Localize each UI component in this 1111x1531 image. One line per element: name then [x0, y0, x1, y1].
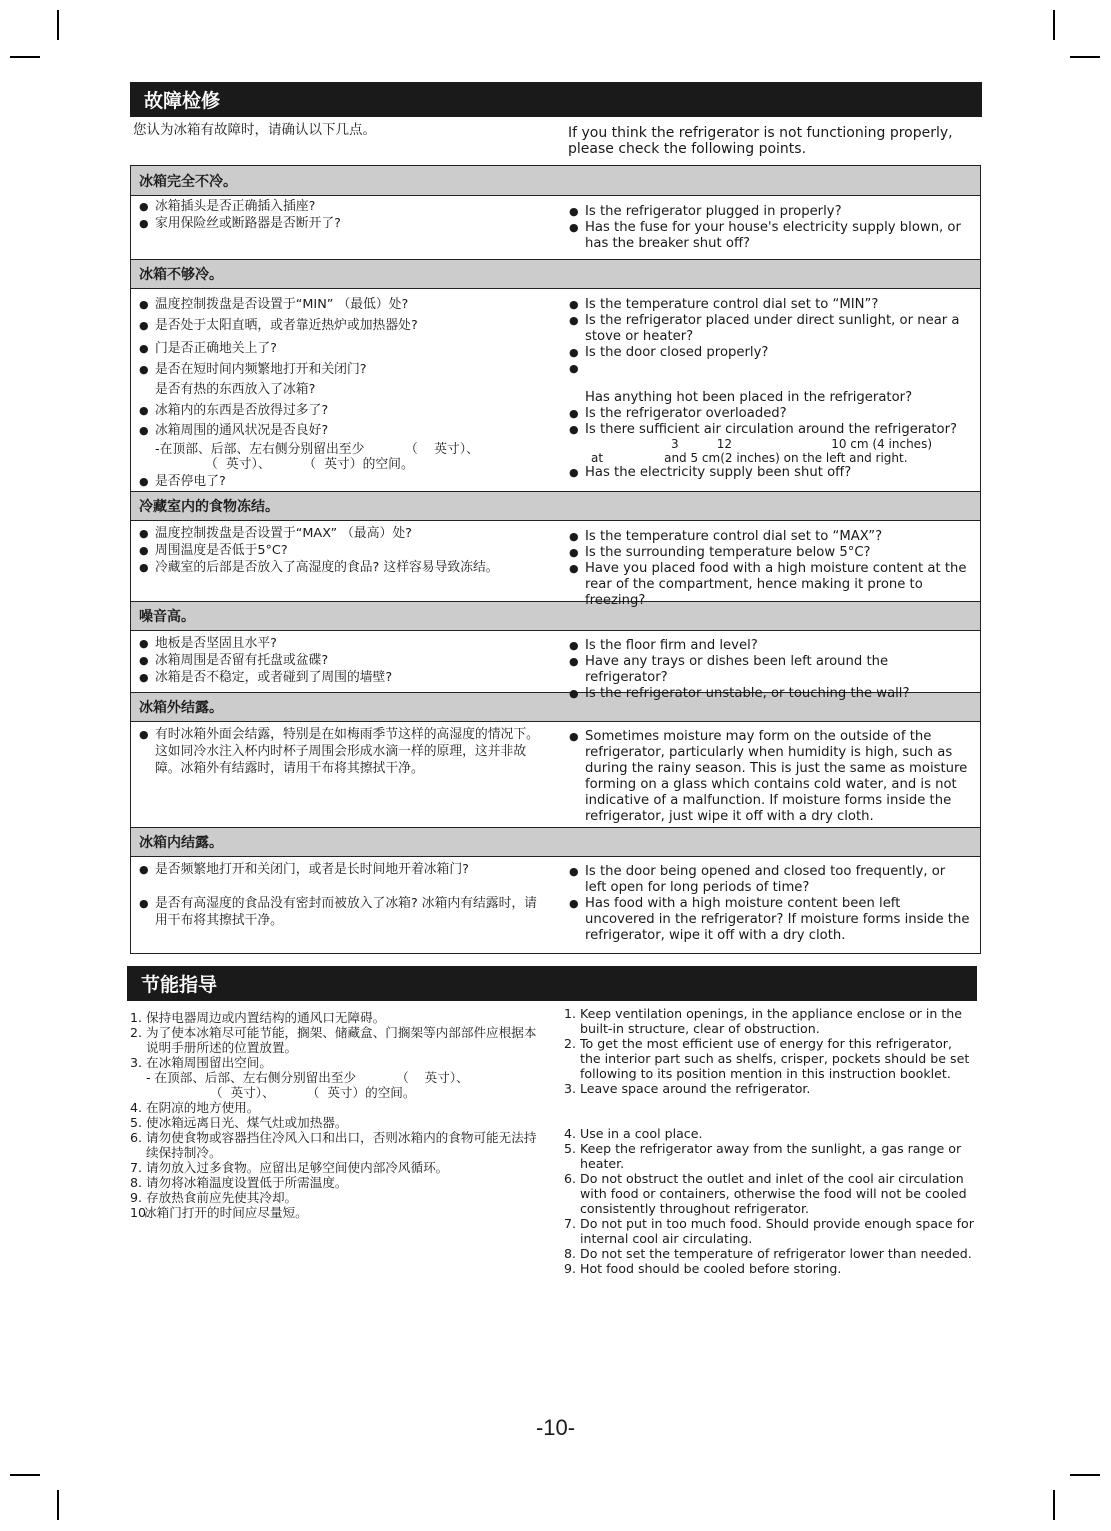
section-en: [563, 521, 980, 608]
item-text: Keep the refrigerator away from the sunlight, a gas range or heater.: [580, 1141, 962, 1171]
list-item: ● 温度控制拨盘是否设置于“MIN” （最低）处?: [139, 295, 557, 316]
item-number: 8.: [564, 1246, 577, 1261]
section-zh: [131, 289, 563, 491]
list-item: ● Has the fuse for your house's electricity supply blown, or has the breaker shut off?: [569, 220, 970, 252]
crop-mark: [10, 1474, 40, 1476]
section-zh: [131, 196, 563, 259]
list-item: ● Is there sufficient air circulation around the refrigerator?: [569, 422, 970, 438]
section-heading: 冰箱外结露。: [131, 692, 980, 722]
list-item: ● Is the temperature control dial set to “MAX”?: [569, 529, 970, 545]
list-item-text: -在顶部、后部、左右侧分别留出至少 （ 英寸）、: [155, 441, 479, 457]
energy-title: 节能指导: [127, 966, 977, 1001]
item-number: 1.: [564, 1006, 577, 1021]
section-body: [131, 196, 980, 259]
item-number: 6.: [130, 1130, 143, 1145]
list-item: [130, 1085, 540, 1100]
list-item: ● 冰箱是否不稳定，或者碰到了周围的墙壁?: [139, 669, 557, 686]
item-number: 7.: [564, 1216, 577, 1231]
list-item: [130, 1010, 540, 1025]
section-zh: [131, 631, 563, 692]
item-number: 8.: [130, 1175, 143, 1190]
list-item: ● 门是否正确地关上了?: [139, 339, 557, 360]
item-text: 保持电器周边或内置结构的通风口无障碍。: [146, 1010, 386, 1025]
section-zh: [131, 722, 563, 827]
list-item: [130, 1025, 540, 1055]
section-zh: [131, 857, 563, 953]
section-heading: 噪音高。: [131, 601, 980, 631]
list-item: ● 冰箱内的东西是否放得过多了?: [139, 401, 557, 422]
list-item: ● 冰箱插头是否正确插入插座?: [139, 198, 557, 215]
list-item: ● 是否处于太阳直晒，或者靠近热炉或加热器处?: [139, 316, 557, 337]
list-item: [564, 1246, 974, 1261]
crop-mark: [10, 56, 40, 58]
list-item: [130, 1130, 540, 1160]
item-number: 7.: [130, 1160, 143, 1175]
list-item: [564, 1081, 974, 1096]
item-text: Do not put in too much food. Should provide enough space for internal cool air circulating.: [580, 1216, 974, 1246]
section-body: [131, 521, 980, 608]
list-item: ● 周围温度是否低于5°C?: [139, 542, 557, 559]
section-en: [563, 631, 980, 701]
energy-zh-list: [130, 1010, 540, 1220]
item-text: 冰箱门打开的时间应尽量短。: [144, 1205, 308, 1220]
item-text: 请勿将冰箱温度设置低于所需温度。: [146, 1175, 348, 1190]
list-item: ● 家用保险丝或断路器是否断开了?: [139, 215, 557, 232]
list-item: ● 地板是否坚固且水平?: [139, 635, 557, 652]
list-item: ● Sometimes moisture may form on the outside of the refrigerator, particularly when humidity is high, such as during the rainy season. This is just the same as moisture forming on a glass which contains cold water, and is not indicative of a malfunction. If moisture forms inside the refrigerator, just wipe it off with a dry cloth.: [569, 729, 970, 825]
list-item-text: 是否有热的东西放入了冰箱?: [155, 382, 316, 397]
list-item: [564, 1171, 974, 1216]
item-number: 2.: [130, 1025, 143, 1040]
item-text: 请勿使食物或容器挡住冷风入口和出口，否则冰箱内的食物可能无法持续保持制冷。: [146, 1130, 537, 1160]
list-item: ● 冰箱周围是否留有托盘或盆碟?: [139, 652, 557, 669]
list-item: [130, 1100, 540, 1115]
list-item: [130, 1055, 540, 1070]
section-en: [563, 857, 980, 953]
item-number: 4.: [130, 1100, 143, 1115]
crop-mark: [57, 1490, 59, 1520]
list-item: [130, 1175, 540, 1190]
section-zh: [131, 521, 563, 601]
list-item: ● Is the surrounding temperature below 5°C?: [569, 545, 970, 561]
list-item: [130, 1115, 540, 1130]
section-heading: 冰箱内结露。: [131, 827, 980, 857]
item-text: Keep ventilation openings, in the appliance enclose or in the built-in structure, clear of obstruction.: [580, 1006, 962, 1036]
item-number: 1.: [130, 1010, 143, 1025]
item-text: 请勿放入过多食物。应留出足够空间使内部冷风循环。: [146, 1160, 449, 1175]
section-body: [131, 631, 980, 701]
list-item: [564, 1261, 974, 1276]
section-en: [563, 196, 980, 259]
item-number: [130, 1085, 146, 1100]
list-item: ● Is the temperature control dial set to “MIN”?: [569, 297, 970, 313]
section-heading: 冰箱不够冷。: [131, 259, 980, 289]
item-text: Hot food should be cooled before storing.: [580, 1261, 842, 1276]
crop-mark: [1070, 1474, 1100, 1476]
page-number: -10-: [535, 1415, 576, 1440]
list-item: [130, 1160, 540, 1175]
section-body: [131, 722, 980, 827]
list-item: ● Is the floor firm and level?: [569, 638, 970, 654]
section-en: [563, 722, 980, 827]
item-text: To get the most efficient use of energy for this refrigerator, the interior part such as shelfs, crisper, pockets should be set following to its position mention in this instruction booklet.: [580, 1036, 970, 1081]
list-item: [564, 1036, 974, 1081]
list-item: ● Is the refrigerator plugged in properly?: [569, 204, 970, 220]
clearance-text: at and 5 cm(2 inches) on the left and right.: [591, 451, 908, 465]
item-number: 5.: [130, 1115, 143, 1130]
item-text: Leave space around the refrigerator.: [580, 1081, 811, 1096]
item-number: 4.: [564, 1126, 577, 1141]
section-heading: 冷藏室内的食物冻结。: [131, 491, 980, 521]
list-item-empty: [569, 361, 970, 390]
item-text: 为了使本冰箱尽可能节能，搁架、储藏盒、门搁架等内部部件应根据本说明手册所述的位置放置。: [146, 1025, 537, 1055]
item-number: 5.: [564, 1141, 577, 1156]
item-text: 使冰箱远离日光、煤气灶或加热器。: [146, 1115, 348, 1130]
list-item: ● 冷藏室的后部是否放入了高湿度的食品? 这样容易导致冻结。: [139, 559, 557, 576]
crop-mark: [1053, 10, 1055, 40]
crop-mark: [57, 10, 59, 40]
section-body: [131, 289, 980, 491]
list-item: ● 有时冰箱外面会结露，特别是在如梅雨季节这样的高湿度的情况下。这如同冷水注入杯内时杯子周围会形成水滴一样的原理，这并非故障。冰箱外有结露时，请用干布将其擦拭干净。: [139, 726, 557, 777]
list-item-text: （ 英寸）、 （ 英寸）的空间。: [205, 456, 414, 472]
list-item: [564, 1126, 974, 1141]
list-item: ● Is the refrigerator overloaded?: [569, 406, 970, 422]
list-item: ● Have any trays or dishes been left around the refrigerator?: [569, 654, 970, 686]
item-text: 存放热食前应先使其冷却。: [146, 1190, 298, 1205]
list-item: ● Has food with a high moisture content been left uncovered in the refrigerator? If moisture forms inside the refrigerator, wipe it off with a dry cloth.: [569, 896, 970, 944]
intro-zh: 您认为冰箱有故障时，请确认以下几点。: [133, 122, 376, 138]
list-item: ● Is the door being opened and closed too frequently, or left open for long periods of time?: [569, 864, 970, 896]
list-item: [564, 1141, 974, 1171]
troubleshooting-table: [130, 165, 981, 954]
section-body: [131, 857, 980, 953]
item-text: Do not obstruct the outlet and inlet of the cool air circulation with food or containers, otherwise the food will not be cooled consistently throughout refrigerator.: [580, 1171, 967, 1216]
energy-en-list-a: [564, 1006, 974, 1096]
item-text: Do not set the temperature of refrigerator lower than needed.: [580, 1246, 972, 1261]
list-item: [130, 1070, 540, 1085]
section-heading: 冰箱完全不冷。: [131, 166, 980, 196]
list-item: ● Has the electricity supply been shut off?: [569, 465, 970, 481]
item-number: 10.: [130, 1205, 151, 1220]
item-number: 3.: [564, 1081, 577, 1096]
list-item: ● 温度控制拨盘是否设置于“MAX” （最高）处?: [139, 525, 557, 542]
item-number: [130, 1070, 146, 1085]
item-number: 9.: [564, 1261, 577, 1276]
item-number: 2.: [564, 1036, 577, 1051]
clearance-numbers: 3 12 10 cm (4 inches): [671, 437, 932, 451]
section-en: [563, 289, 980, 491]
list-item: ● 是否停电了?: [139, 472, 557, 493]
list-item: [564, 1006, 974, 1036]
intro-en: If you think the refrigerator is not functioning properly, please check the following points.: [568, 125, 953, 157]
list-item: [564, 1216, 974, 1246]
item-number: 3.: [130, 1055, 143, 1070]
list-item: ● Have you placed food with a high moisture content at the rear of the compartment, hence making it prone to freezing?: [569, 561, 970, 609]
energy-en-list-b: [564, 1126, 974, 1276]
list-item: ● Is the refrigerator placed under direct sunlight, or near a stove or heater?: [569, 313, 970, 345]
item-text: - 在顶部、后部、左右侧分别留出至少 （ 英寸）、: [146, 1070, 469, 1085]
list-item: ● 是否频繁地打开和关闭门，或者是长时间地开着冰箱门?: [139, 861, 557, 878]
item-text: Use in a cool place.: [580, 1126, 703, 1141]
item-text: （ 英寸）、 （ 英寸）的空间。: [186, 1085, 416, 1100]
list-item-text: Has anything hot been placed in the refrigerator?: [585, 390, 913, 405]
list-item: [130, 1205, 540, 1220]
troubleshooting-title: 故障检修: [130, 82, 982, 117]
list-item: ● Is the refrigerator unstable, or touching the wall?: [569, 686, 970, 702]
list-item: [130, 1190, 540, 1205]
item-number: 6.: [564, 1171, 577, 1186]
crop-mark: [1053, 1490, 1055, 1520]
item-number: 9.: [130, 1190, 143, 1205]
list-item: ● 冰箱周围的通风状况是否良好?: [139, 421, 557, 442]
list-item: ● 是否在短时间内频繁地打开和关闭门?: [139, 360, 557, 381]
crop-mark: [1070, 56, 1100, 58]
list-item: ● Is the door closed properly?: [569, 345, 970, 361]
list-item: ● 是否有高湿度的食品没有密封而被放入了冰箱? 冰箱内有结露时，请用干布将其擦拭干净。: [139, 895, 557, 929]
item-text: 在冰箱周围留出空间。: [146, 1055, 272, 1070]
item-text: 在阴凉的地方使用。: [146, 1100, 260, 1115]
